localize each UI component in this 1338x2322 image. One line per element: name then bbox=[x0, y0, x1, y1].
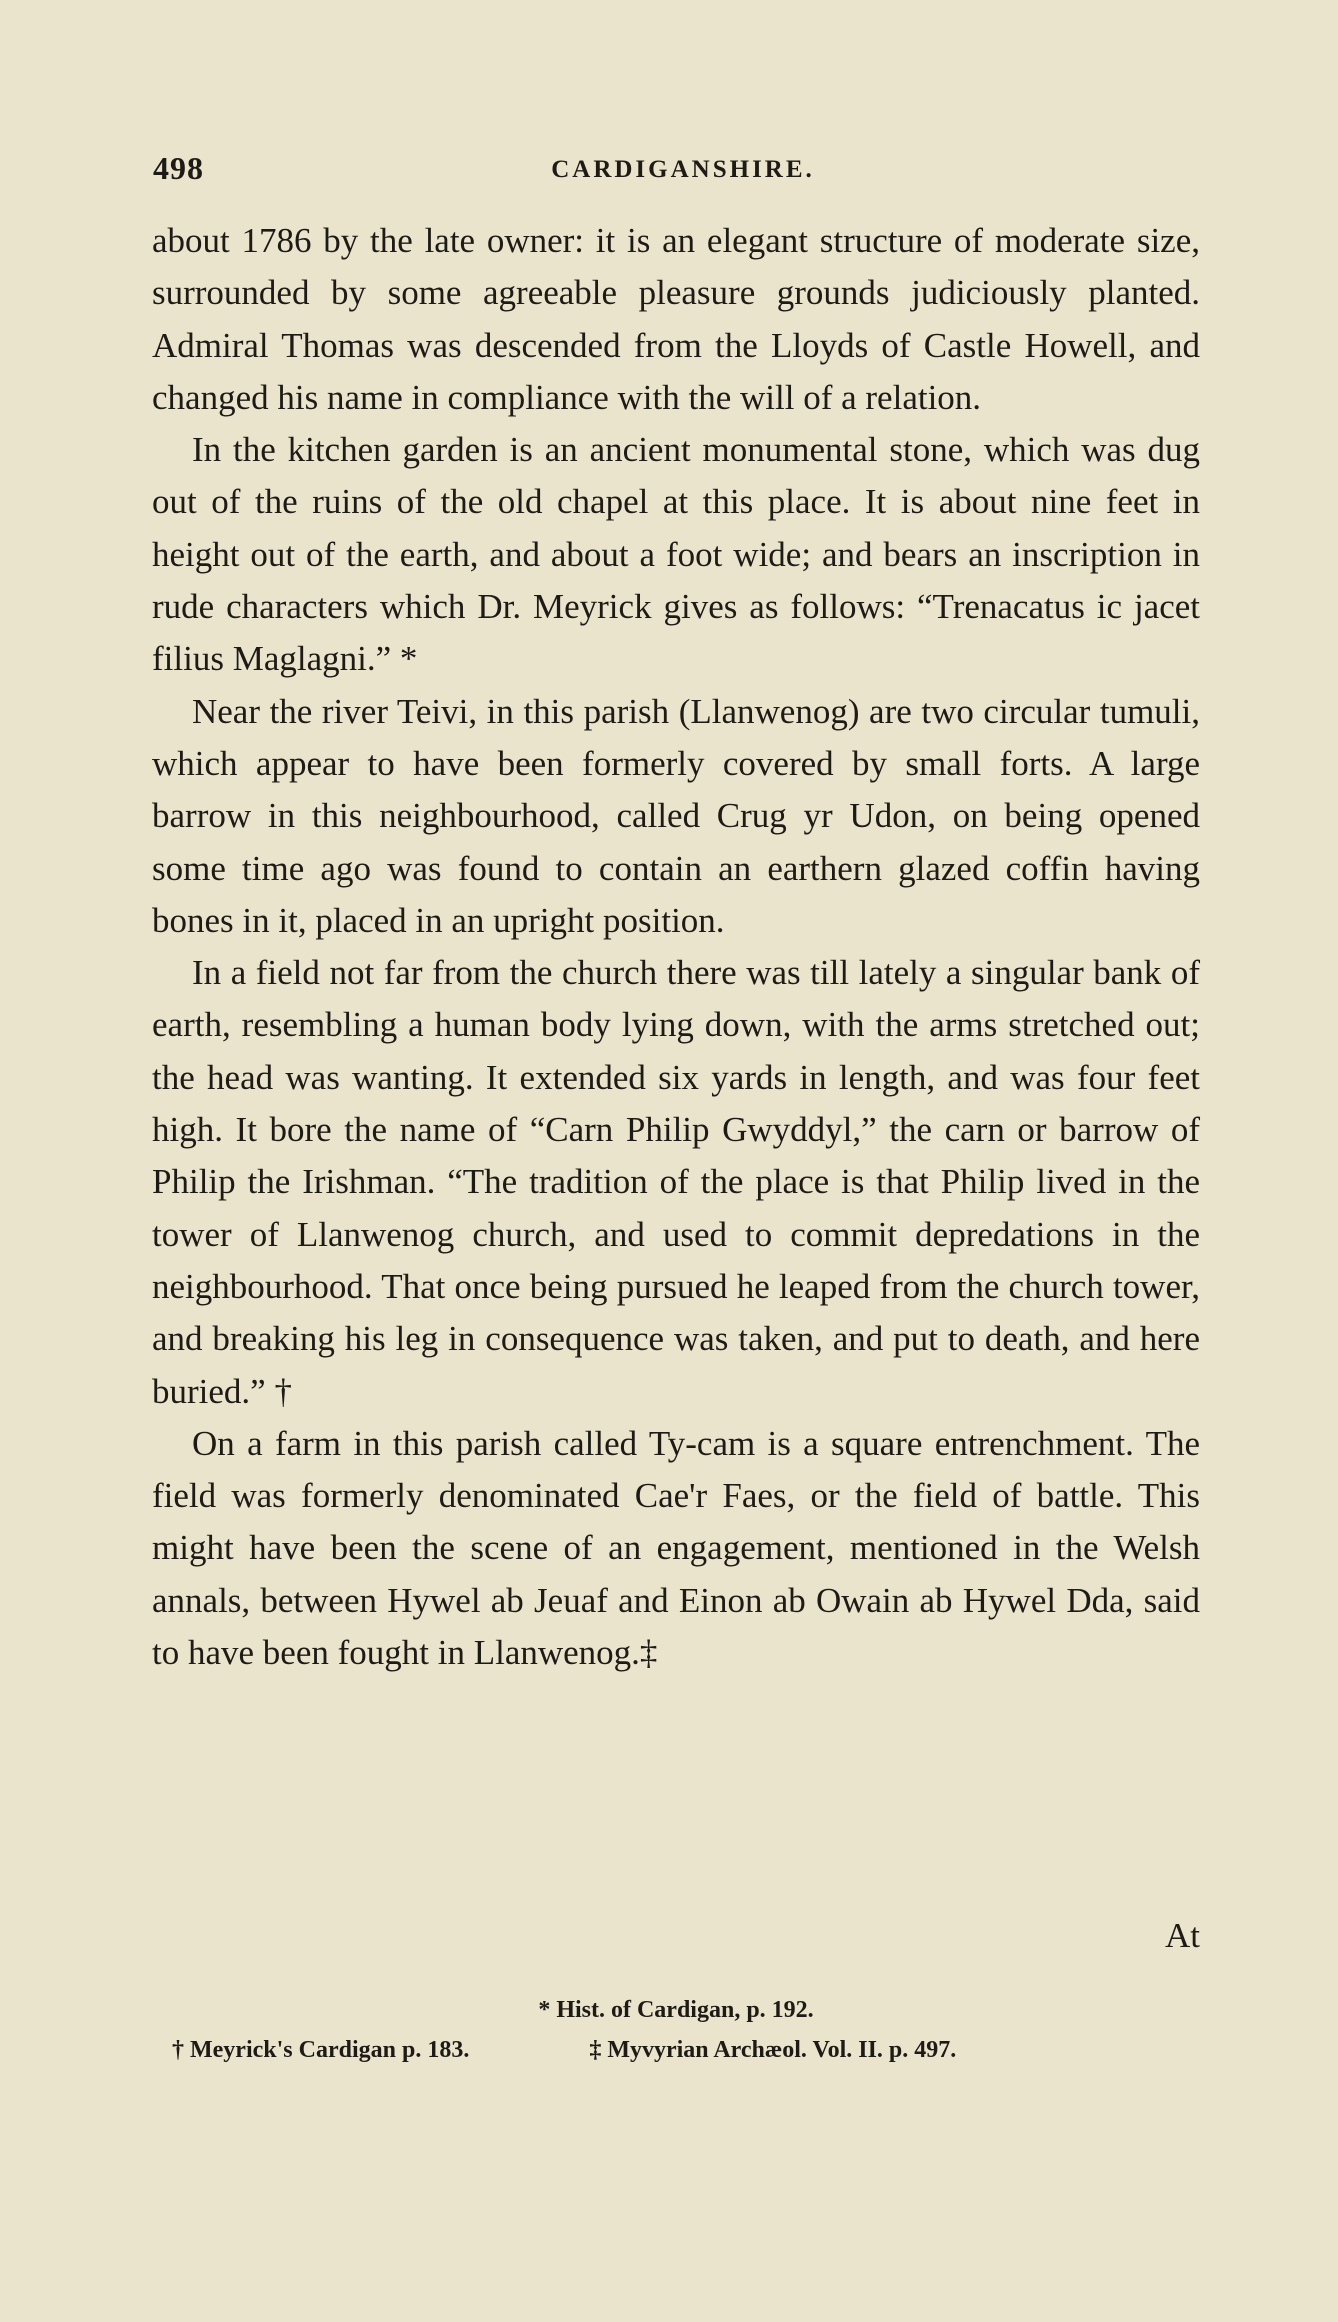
running-head: CARDIGANSHIRE. bbox=[551, 156, 815, 183]
footnote-row bbox=[152, 2030, 1200, 2070]
page-header bbox=[153, 150, 1213, 194]
body-text bbox=[152, 215, 1200, 1679]
paragraph-continuation: about 1786 by the late owner: it is an elegant structure of moderate size, surrounded by some agreeable pleasure grounds judiciously planted. Admiral Thomas was descended from the Lloyds of Castle Howell, and changed his name in compliance with the will of a relation. bbox=[152, 221, 1200, 417]
footnote-row bbox=[152, 1990, 1200, 2030]
footnote-myvyrian: ‡ Myvyrian Archæol. Vol. II. p. 497. bbox=[589, 2037, 957, 2063]
footnote-meyrick: † Meyrick's Cardigan p. 183. bbox=[172, 2037, 470, 2063]
paragraph-tumuli: Near the river Teivi, in this parish (Llanwenog) are two circular tumuli, which appear to have been formerly covered by small forts. A large barrow in this neighbourhood, called Crug yr Udon, on being opened some time ago was found to contain an earthern glazed coffin having bones in it, placed in an upright position. bbox=[152, 691, 1200, 940]
footnotes bbox=[152, 1990, 1200, 2070]
page-number: 498 bbox=[153, 150, 204, 186]
catchword: At bbox=[1165, 1916, 1200, 1955]
paragraph-carn-philip: In a field not far from the church there was till lately a singular bank of earth, resembling a human body lying down, with the arms stretched out; the head was wanting. It extended six yards in length, and was four feet high. It bore the name of “Carn Philip Gwyddyl,” the carn or barrow of Philip the Irishman. “The tradition of the place is that Philip lived in the tower of Llanwenog church, and used to commit depredations in the neighbourhood. That once being pursued he leaped from the church tower, and breaking his leg in consequence was taken, and put to death, and here buried.” † bbox=[152, 953, 1200, 1411]
paragraph-monumental-stone: In the kitchen garden is an ancient monumental stone, which was dug out of the ruins of the old chapel at this place. It is about nine feet in height out of the earth, and about a foot wide; and bears an inscription in rude characters which Dr. Meyrick gives as follows: “Trenacatus ic jacet filius Maglagni.” * bbox=[152, 430, 1200, 679]
footnote-hist-cardigan: * Hist. of Cardigan, p. 192. bbox=[538, 1997, 814, 2023]
paragraph-ty-cam: On a farm in this parish called Ty-cam is a square entrenchment. The field was formerly denominated Cae'r Faes, or the field of battle. This might have been the scene of an engagement, mentioned in the Welsh annals, between Hywel ab Jeuaf and Einon ab Owain ab Hywel Dda, said to have been fought in Llanwenog.‡ bbox=[152, 1423, 1200, 1673]
